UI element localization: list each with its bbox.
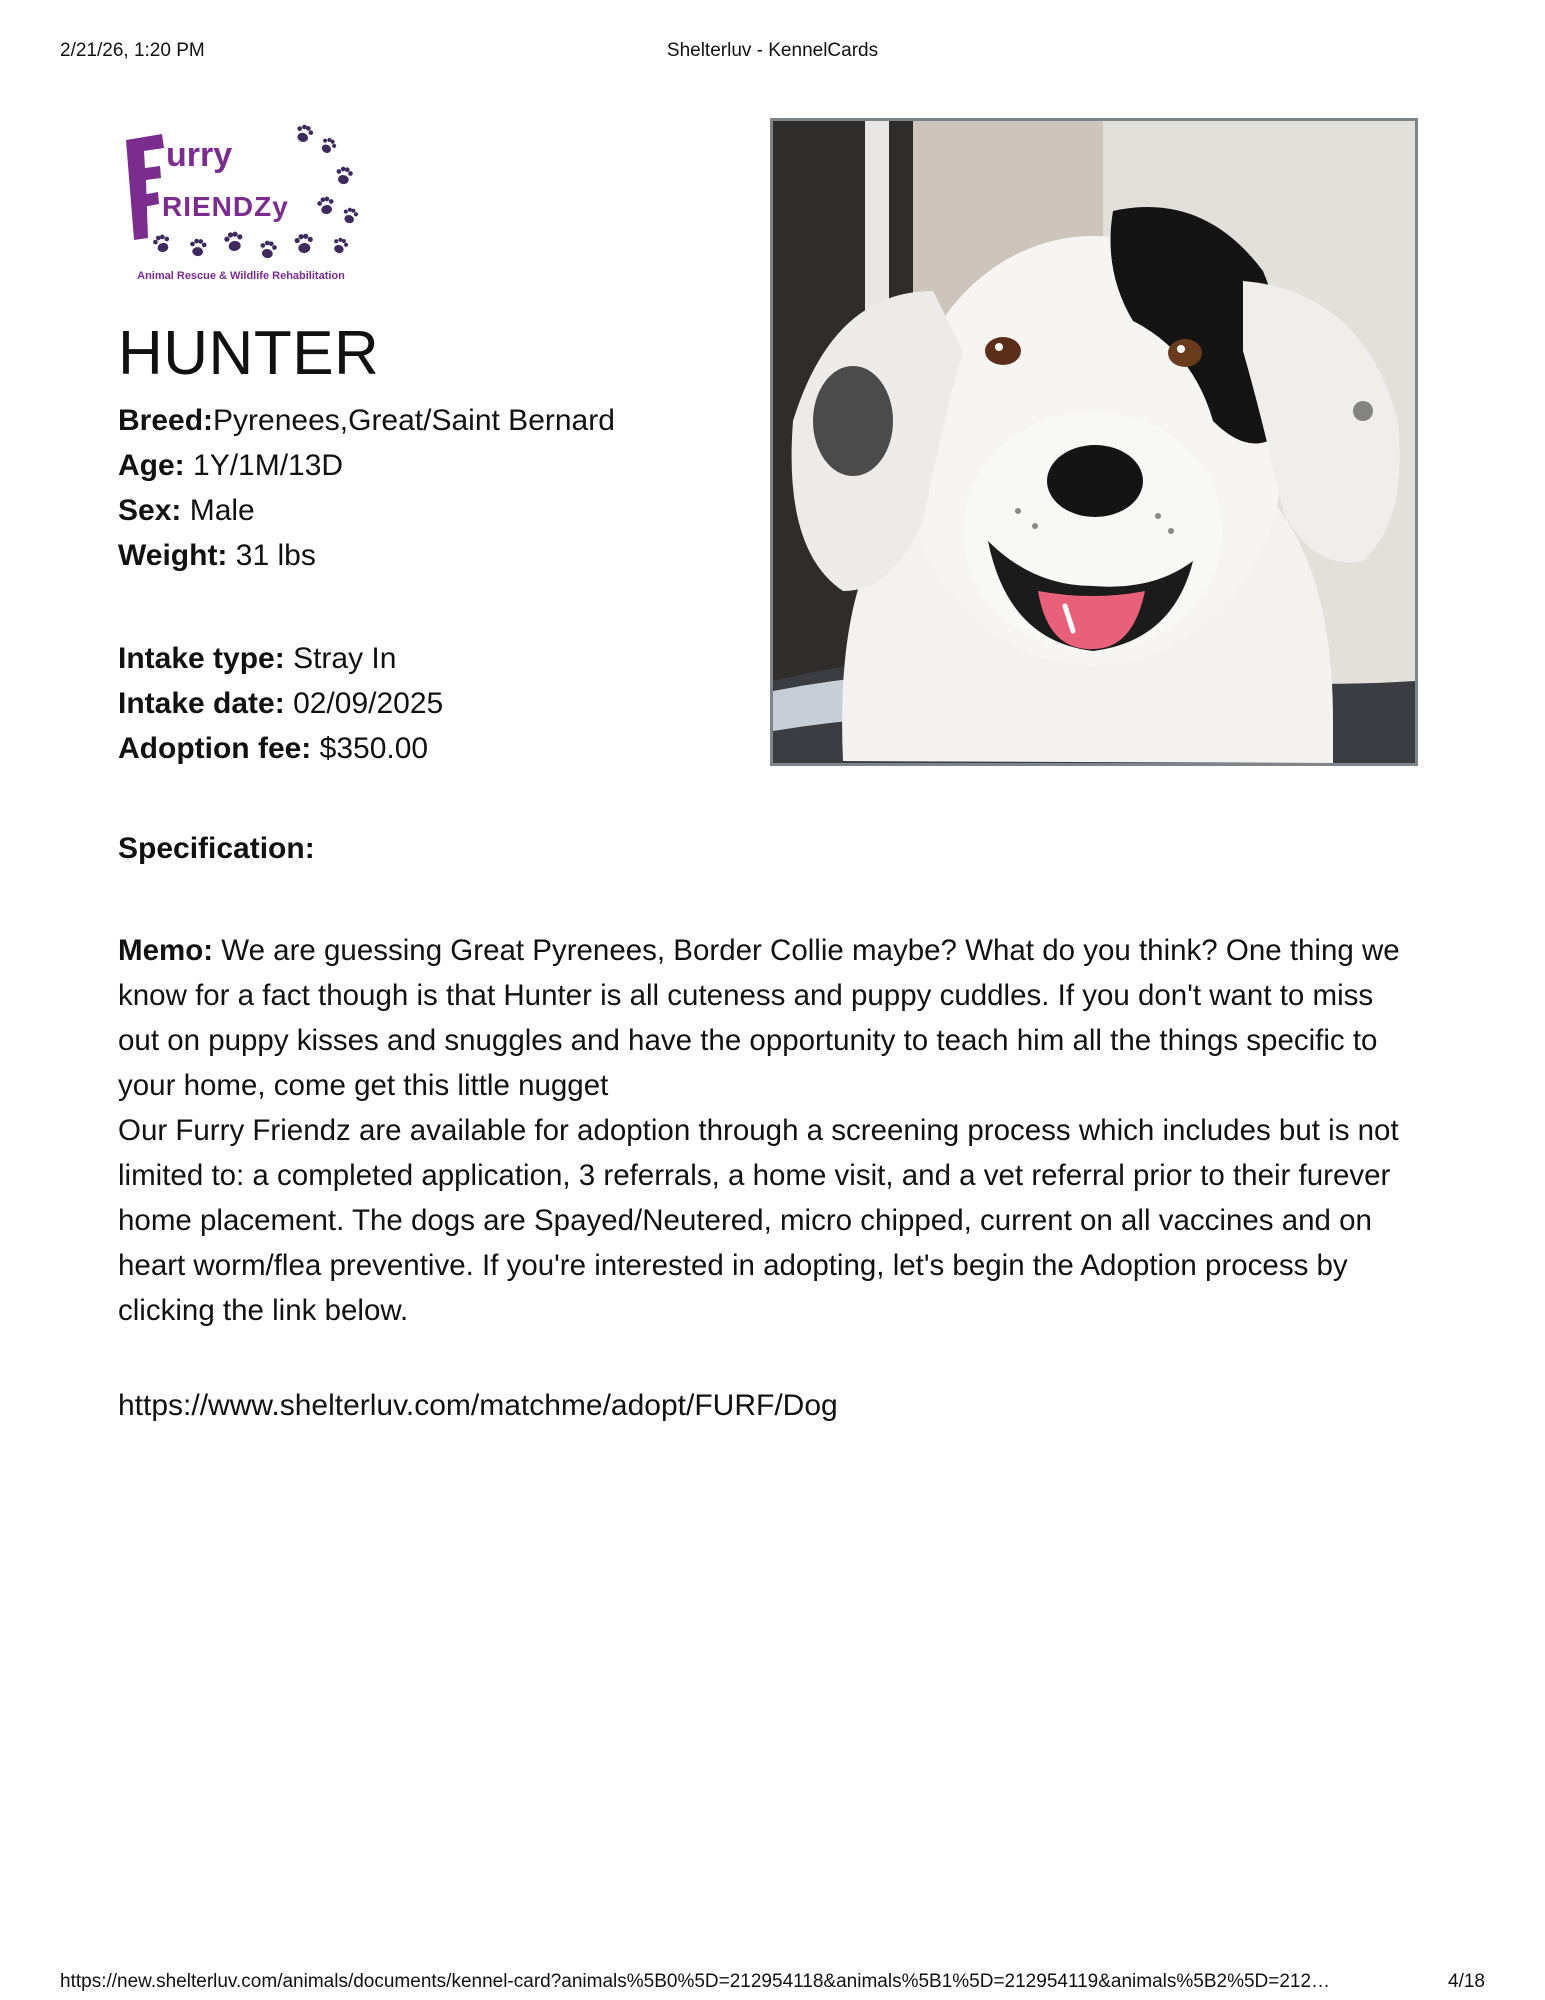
intake-date-value: 02/09/2025 bbox=[293, 687, 444, 720]
intake-type-value: Stray In bbox=[293, 642, 397, 675]
print-page-title: Shelterluv - KennelCards bbox=[666, 40, 879, 61]
intake-date-row bbox=[118, 681, 443, 726]
logo-graphic bbox=[118, 118, 364, 268]
age-row bbox=[118, 443, 615, 488]
weight-value: 31 lbs bbox=[235, 539, 316, 572]
age-label: Age: bbox=[118, 449, 185, 482]
intake-type-label: Intake type: bbox=[118, 642, 285, 675]
sex-row bbox=[118, 488, 615, 533]
animal-name: HUNTER bbox=[118, 319, 380, 388]
print-page-number: 4/18 bbox=[1448, 1971, 1485, 1992]
furry-friendz-logo bbox=[118, 118, 364, 290]
sex-label: Sex: bbox=[118, 494, 182, 527]
print-header bbox=[0, 40, 1545, 64]
intake-date-label: Intake date: bbox=[118, 687, 285, 720]
adoption-fee-label: Adoption fee: bbox=[118, 732, 312, 765]
animal-photo bbox=[770, 118, 1418, 766]
print-datetime: 2/21/26, 1:20 PM bbox=[60, 40, 205, 61]
print-url: https://new.shelterluv.com/animals/documents/kennel-card?animals%5B0%5D=212954118&animals%5B1%5D=212954119&animals%5B2%5D=212… bbox=[60, 1971, 1331, 1992]
adoption-fee-value: $350.00 bbox=[319, 732, 429, 765]
intake-details bbox=[118, 636, 443, 771]
memo-text-1: We are guessing Great Pyrenees, Border Collie maybe? What do you think? One thing we know for a fact though is that Hunter is all cuteness and puppy cuddles. If you don't want to miss out on puppy kisses and snuggles and have the opportunity to teach him all the things specific to your home, come get this little nugget bbox=[118, 934, 1400, 1102]
animal-details bbox=[118, 398, 615, 578]
logo-tagline: Animal Rescue & Wildlife Rehabilitation bbox=[137, 270, 345, 282]
logo-text-urry: urry bbox=[166, 136, 233, 174]
weight-label: Weight: bbox=[118, 539, 228, 572]
memo-label: Memo: bbox=[118, 934, 214, 967]
breed-row bbox=[118, 398, 615, 443]
specification-label: Specification: bbox=[118, 832, 315, 865]
age-value: 1Y/1M/13D bbox=[193, 449, 344, 482]
memo-paragraph-1 bbox=[118, 928, 1418, 1108]
weight-row bbox=[118, 533, 615, 578]
adoption-link[interactable]: https://www.shelterluv.com/matchme/adopt/FURF/Dog bbox=[118, 1389, 838, 1422]
logo-text-riendzy: RIENDZy bbox=[162, 191, 289, 222]
memo bbox=[118, 928, 1418, 1333]
sex-value: Male bbox=[189, 494, 255, 527]
breed-label: Breed: bbox=[118, 404, 214, 437]
intake-type-row bbox=[118, 636, 443, 681]
breed-value: Pyrenees,Great/Saint Bernard bbox=[213, 404, 615, 437]
print-footer bbox=[0, 1971, 1545, 1995]
memo-paragraph-2: Our Furry Friendz are available for adoption through a screening process which includes but is not limited to: a completed application, 3 referrals, a home visit, and a vet referral prior to their furever home placement. The dogs are Spayed/Neutered, micro chipped, current on all vaccines and on heart worm/flea preventive. If you're interested in adopting, let's begin the Adoption process by clicking the link below. bbox=[118, 1114, 1399, 1327]
adoption-fee-row bbox=[118, 726, 443, 771]
dog-photo-illustration bbox=[773, 121, 1415, 763]
